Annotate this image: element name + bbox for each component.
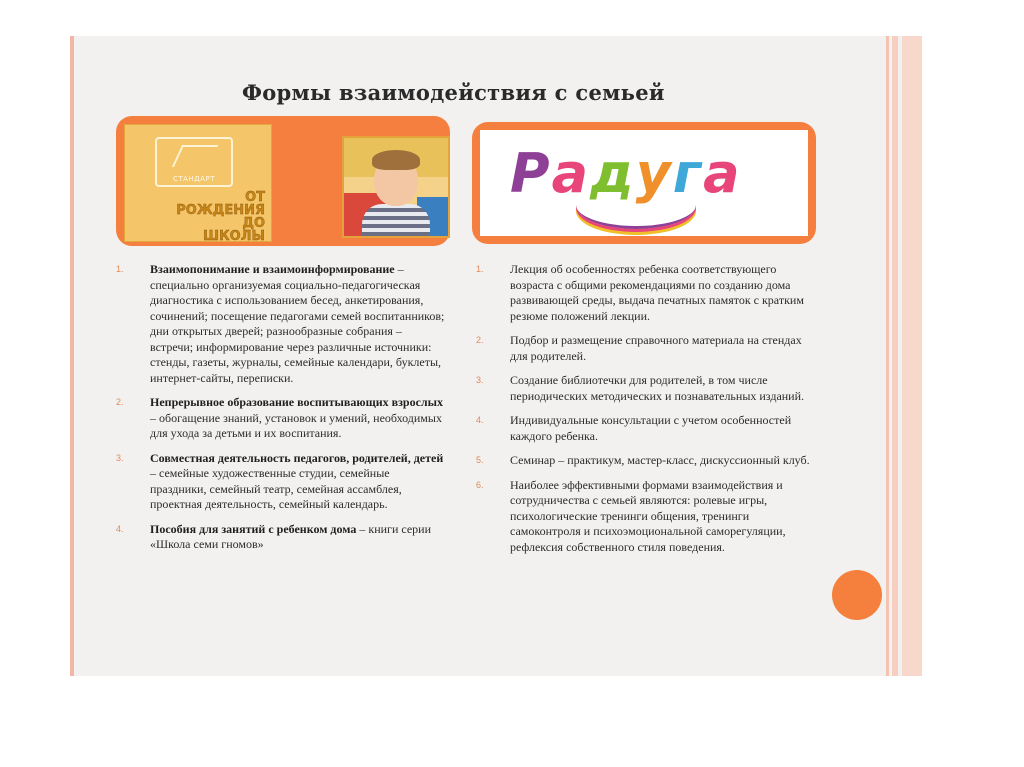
list-item: 1. Взаимопонимание и взаимоинформирование – специально организуемая социально-педагогическая диагностика с использованием бесед, анкетирования, сочинений; посещение педагогами семей воспитанников; дни открытых дверей; разнообразные собрания – встречи; информирование через различные источники: стенды, газеты, журналы, семейные календари, буклеты, интернет-сайты, переписки. — [116, 262, 445, 385]
slide-title: Формы взаимодействия с семьей — [242, 80, 665, 105]
right-border-stripe-3 — [902, 36, 922, 676]
standard-emblem — [155, 137, 233, 187]
book-cover-frame — [116, 116, 450, 246]
child-photo — [342, 136, 450, 238]
right-forms-list — [476, 262, 816, 564]
left-forms-list — [116, 262, 446, 562]
book-title-line: ШКОЛЫ — [202, 229, 265, 244]
list-item: 4. Пособия для занятий с ребенком дома – книги серии «Школа семи гномов» — [116, 521, 432, 551]
list-item: 4. Индивидуальные консультации с учетом особенностей каждого ребенка. — [476, 413, 792, 443]
book-title-line: ДО — [242, 216, 265, 231]
book-cover — [124, 124, 272, 242]
list-item: 3. Создание библиотечки для родителей, в том числе периодических методических и познавательных изданий. — [476, 373, 805, 403]
raduga-logo-frame — [472, 122, 816, 244]
child-body — [362, 204, 430, 238]
right-border-stripe-1 — [886, 36, 889, 676]
list-item: 6. Наиболее эффективными формами взаимодействия и сотрудничества с семьей являются: ролевые игры, психологические тренинги общения, тренинги самоконтроля и психоэмоциональной саморегуляции, рефлексия собственного стиля поведения. — [476, 477, 786, 554]
slide — [70, 36, 922, 676]
list-item: 1. Лекция об особенностях ребенка соответствующего возраста с общими рекомендациями по созданию дома развивающей среды, выдача печатных памяток с кратким резюме положений лекции. — [476, 262, 804, 323]
list-item: 5. Семинар – практикум, мастер-класс, дискуссионный клуб. — [476, 453, 810, 467]
orange-circle-decoration — [832, 570, 882, 620]
book-title — [139, 191, 265, 243]
rainbow-arcs-icon — [576, 200, 696, 229]
book-title-line: РОЖДЕНИЯ — [176, 203, 265, 218]
right-border-stripe-2 — [892, 36, 898, 676]
left-border-stripe — [70, 36, 74, 676]
list-item: 2. Подбор и размещение справочного материала на стендах для родителей. — [476, 333, 802, 363]
book-title-line: ОТ — [245, 190, 265, 205]
raduga-logo — [480, 130, 808, 236]
child-hair — [372, 150, 420, 170]
raduga-logo-word: Радуга — [510, 142, 742, 205]
roof-icon — [172, 145, 218, 167]
list-item: 3. Совместная деятельность педагогов, родителей, детей – семейные художественные студии, семейные праздники, семейный театр, семейная ассамблея, проектная деятельность, семейный календарь. — [116, 450, 444, 511]
emblem-text: СТАНДАРТ — [173, 175, 215, 183]
list-item: 2. Непрерывное образование воспитывающих взрослых – обогащение знаний, установок и умений, необходимых для ухода за детьми и их воспитания. — [116, 395, 444, 440]
